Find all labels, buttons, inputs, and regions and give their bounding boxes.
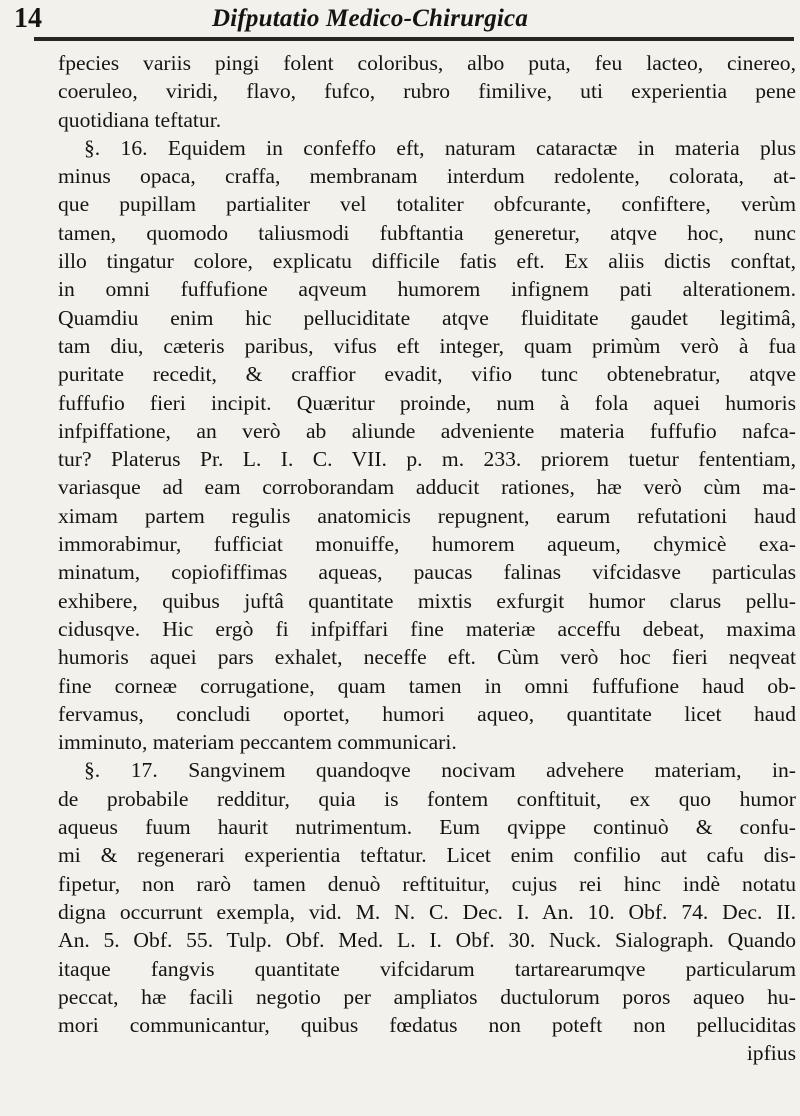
text-line: fine corneæ corrugatione, quam tamen in omni fuffufione haud ob- xyxy=(58,673,796,698)
section-17-start: §. 17. Sangvinem quandoqve nocivam advehere materiam, in- xyxy=(84,758,796,783)
text-line: An. 5. Obf. 55. Tulp. Obf. Med. L. I. Obf. 30. Nuck. Sialograph. Quando xyxy=(58,928,796,953)
text-line: Quamdiu enim hic pelluciditate atqve fluiditate gaudet legitimâ, xyxy=(58,305,796,330)
text-line: aqueus fuum haurit nutrimentum. Eum qvippe continuò & confu- xyxy=(58,815,796,840)
header-rule xyxy=(34,37,794,41)
text-line: imminuto, materiam peccantem communicari. xyxy=(58,730,457,755)
text-line: coeruleo, viridi, flavo, fufco, rubro fimilive, uti experientia pene xyxy=(58,79,796,104)
text-line: illo tingatur colore, explicatu difficile fatis eft. Ex aliis dictis conftat, xyxy=(58,249,796,274)
page-header xyxy=(0,0,800,44)
text-line: tam diu, cæteris paribus, vifus eft integer, quam primùm verò à fua xyxy=(58,333,796,358)
text-line: fervamus, concludi oportet, humori aqueo, quantitate licet haud xyxy=(58,701,796,726)
text-line: immorabimur, fufficiat monuiffe, humorem aqueum, chymicè exa- xyxy=(58,532,796,557)
text-line: fipetur, non rarò tamen denuò reftituitur, cujus rei hinc indè notatu xyxy=(58,871,796,896)
text-line: mi & regenerari experientia teftatur. Licet enim confilio aut cafu dis- xyxy=(58,843,796,868)
text-line: mori communicantur, quibus fœdatus non poteft non pelluciditas xyxy=(58,1013,796,1038)
text-line: cidusqve. Hic ergò fi infpiffari fine materiæ acceffu debeat, maxima xyxy=(58,616,796,641)
section-16-start: §. 16. Equidem in confeffo eft, naturam cataractæ in materia plus xyxy=(84,135,796,160)
page-number: 14 xyxy=(14,3,42,34)
text-line: peccat, hæ facili negotio per ampliatos ductulorum poros aqueo hu- xyxy=(58,984,796,1009)
text-line: que pupillam partialiter vel totaliter obfcurante, confiftere, verùm xyxy=(58,192,796,217)
text-line: minatum, copiofiffimas aqueas, paucas falinas vifcidasve particulas xyxy=(58,560,796,585)
text-line: minus opaca, craffa, membranam interdum redolente, colorata, at- xyxy=(58,164,796,189)
text-line: humoris aquei pars exhalet, neceffe eft. Cùm verò hoc fieri neqveat xyxy=(58,645,796,670)
catchword: ipfius xyxy=(746,1041,796,1066)
text-line: tur? Platerus Pr. L. I. C. VII. p. m. 233. priorem tuetur fententiam, xyxy=(58,447,796,472)
text-line: infpiffatione, an verò ab aliunde adveniente materia fuffufio nafca- xyxy=(58,418,796,443)
text-line: digna occurrunt exempla, vid. M. N. C. Dec. I. An. 10. Obf. 74. Dec. II. xyxy=(58,899,796,924)
text-line: fuffufio fieri incipit. Quæritur proinde, num à fola aquei humoris xyxy=(58,390,796,415)
text-line: tamen, quomodo taliusmodi fubftantia generetur, atqve hoc, nunc xyxy=(58,220,796,245)
text-line: fpecies variis pingi folent coloribus, albo puta, feu lacteo, cinereo, xyxy=(58,51,796,75)
text-line: ximam partem regulis anatomicis repugnent, earum refutationi haud xyxy=(58,503,796,528)
text-line: quotidiana teftatur. xyxy=(58,107,222,132)
text-line: itaque fangvis quantitate vifcidarum tartarearumqve particularum xyxy=(58,956,796,981)
text-line: in omni fuffufione aqveum humorem infignem pati alterationem. xyxy=(58,277,796,302)
text-line: exhibere, quibus juftâ quantitate mixtis exfurgit humor clarus pellu- xyxy=(58,588,796,613)
running-title: Difputatio Medico-Chirurgica xyxy=(212,5,529,32)
text-line: variasque ad eam corroborandam adducit rationes, hæ verò cùm ma- xyxy=(58,475,796,500)
text-line: puritate recedit, & craffior evadit, vifio tunc obtenebratur, atqve xyxy=(58,362,796,387)
text-line: de probabile redditur, quia is fontem conftituit, ex quo humor xyxy=(58,786,796,811)
body-text xyxy=(58,49,796,1068)
